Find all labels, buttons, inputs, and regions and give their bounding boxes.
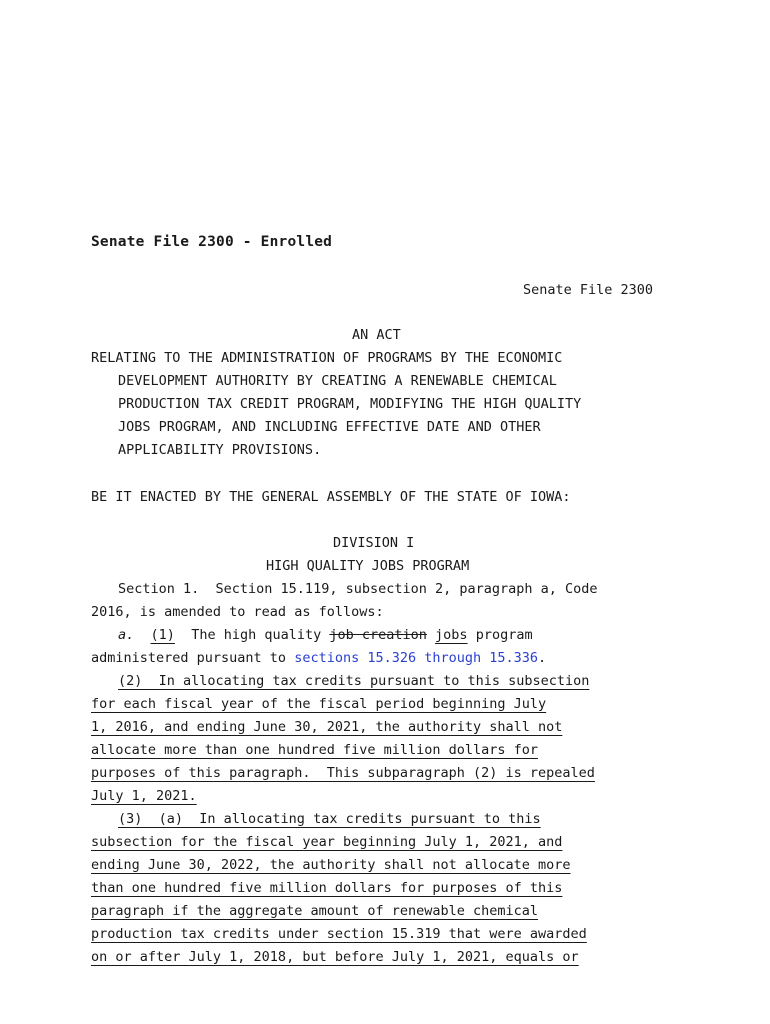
inserted-line: (2) In allocating tax credits pursuant to this subsection bbox=[118, 673, 590, 689]
inserted-line: (3) (a) In allocating tax credits pursuant to this bbox=[118, 811, 541, 827]
section-heading: Section 1. Section 15.119, subsection 2, paragraph a, Code bbox=[118, 581, 598, 597]
inserted-line: ending June 30, 2022, the authority shall not allocate more bbox=[91, 857, 571, 873]
division-name: HIGH QUALITY JOBS PROGRAM bbox=[266, 558, 470, 574]
relating-line: RELATING TO THE ADMINISTRATION OF PROGRAMS BY THE ECONOMIC bbox=[91, 350, 563, 366]
document-title: Senate File 2300 - Enrolled bbox=[91, 234, 333, 250]
relating-line: JOBS PROGRAM, AND INCLUDING EFFECTIVE DATE AND OTHER bbox=[118, 419, 541, 435]
inserted-line: July 1, 2021. bbox=[91, 788, 197, 804]
inserted-text: jobs bbox=[435, 627, 468, 643]
act-heading: AN ACT bbox=[352, 327, 401, 343]
paragraph-a-line bbox=[91, 649, 546, 667]
inserted-line: 1, 2016, and ending June 30, 2021, the authority shall not bbox=[91, 719, 563, 735]
relating-line: APPLICABILITY PROVISIONS. bbox=[118, 442, 322, 458]
relating-line: PRODUCTION TAX CREDIT PROGRAM, MODIFYING THE HIGH QUALITY bbox=[118, 396, 582, 412]
text-segment: . bbox=[538, 650, 547, 666]
inserted-line: for each fiscal year of the fiscal period beginning July bbox=[91, 696, 547, 712]
inserted-line: allocate more than one hundred five million dollars for bbox=[91, 742, 539, 758]
code-section-link[interactable]: sections 15.326 through 15.336 bbox=[294, 650, 539, 666]
paragraph-letter: a. bbox=[118, 627, 135, 643]
section-text: 2016, is amended to read as follows: bbox=[91, 604, 384, 620]
file-reference: Senate File 2300 bbox=[523, 282, 654, 298]
division-label: DIVISION I bbox=[333, 535, 415, 551]
text-segment: program bbox=[467, 627, 533, 643]
inserted-line: production tax credits under section 15.319 that were awarded bbox=[91, 926, 587, 942]
inserted-line: purposes of this paragraph. This subparagraph (2) is repealed bbox=[91, 765, 595, 781]
enacting-clause: BE IT ENACTED BY THE GENERAL ASSEMBLY OF THE STATE OF IOWA: bbox=[91, 489, 571, 505]
inserted-line: paragraph if the aggregate amount of renewable chemical bbox=[91, 903, 539, 919]
inserted-line: subsection for the fiscal year beginning July 1, 2021, and bbox=[91, 834, 563, 850]
paragraph-a-line bbox=[118, 626, 533, 644]
inserted-line: on or after July 1, 2018, but before July 1, 2021, equals or bbox=[91, 949, 579, 965]
text-segment: The high quality bbox=[191, 627, 330, 643]
relating-line: DEVELOPMENT AUTHORITY BY CREATING A RENEWABLE CHEMICAL bbox=[118, 373, 557, 389]
struck-text: job creation bbox=[329, 627, 427, 643]
text-segment: administered pursuant to bbox=[91, 650, 295, 666]
inserted-line: than one hundred five million dollars for purposes of this bbox=[91, 880, 563, 896]
subparagraph-number: (1) bbox=[150, 627, 175, 643]
